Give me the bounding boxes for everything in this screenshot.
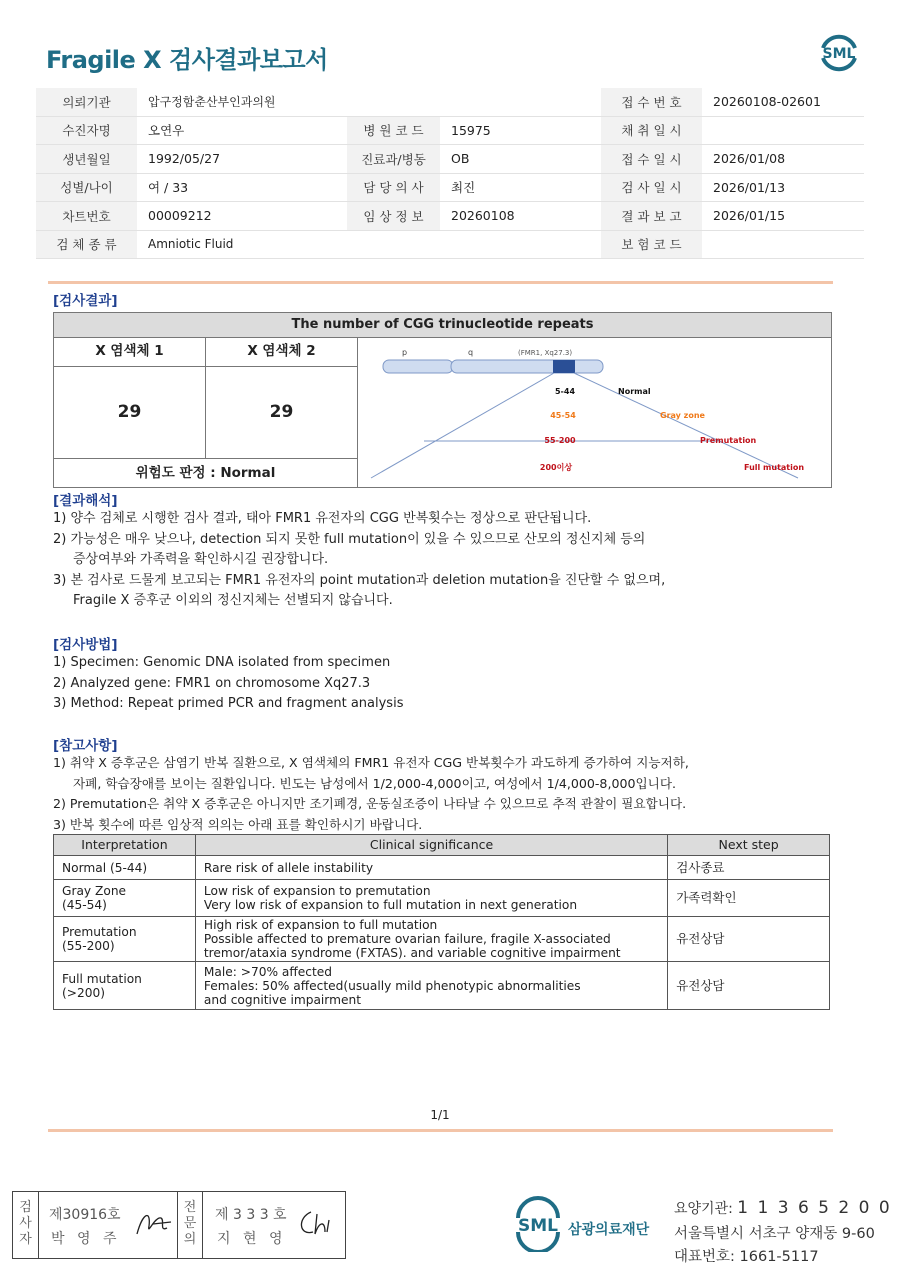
report-date-label: 결 과 보 고 <box>601 202 702 231</box>
interp-cell-next-step: 유전상담 <box>668 962 830 1010</box>
fmr1-locus <box>553 360 575 373</box>
specialist-title: 전 문 의 <box>177 1192 203 1258</box>
patient-value: 오연우 <box>137 116 347 145</box>
interp-cell-next-step: 유전상담 <box>668 917 830 962</box>
receipt-no-value: 20260108-02601 <box>702 88 864 116</box>
patient-info-table <box>36 88 864 259</box>
foundation-logo <box>510 1196 566 1252</box>
level-name: Gray zone <box>660 411 705 420</box>
sex-age-value: 여 / 33 <box>137 173 347 202</box>
interp-cell-significance: Rare risk of allele instability <box>195 856 667 880</box>
sml-logo <box>815 28 863 76</box>
result-box <box>53 312 832 488</box>
institution-value: 압구정함춘산부인과의원 <box>137 88 601 116</box>
chart-no-value: 00009212 <box>137 202 347 231</box>
hospital-code-label: 병 원 코 드 <box>347 116 440 145</box>
birth-value: 1992/05/27 <box>137 145 347 174</box>
foundation-logo-text: SML <box>518 1216 558 1236</box>
x1-label: X 염색체 1 <box>95 343 164 359</box>
x2-value: 29 <box>269 402 294 422</box>
chromosome-q-arm <box>451 360 603 373</box>
hospital-code-value: 15975 <box>440 116 601 145</box>
level-range: 55-200 <box>544 436 576 445</box>
notes-line: 3) 반복 횟수에 따른 임상적 의의는 아래 표를 확인하시기 바랍니다. <box>53 816 423 832</box>
method-line: 2) Analyzed gene: FMR1 on chromosome Xq27.3 <box>53 675 371 691</box>
top-divider <box>48 281 833 284</box>
examiner-name: 박 영 주 <box>51 1231 121 1247</box>
locus-label: (FMR1, Xq27.3) <box>518 349 573 357</box>
clinical-value: 20260108 <box>440 202 601 231</box>
report-date-value: 2026/01/15 <box>702 202 864 231</box>
result-table-title: The number of CGG trinucleotide repeats <box>54 313 831 338</box>
interp-row <box>54 962 830 1010</box>
foundation-name: 삼광의료재단 <box>568 1222 650 1238</box>
interpretation-line: 3) 본 검사로 드물게 보고되는 FMR1 유전자의 point mutation과 deletion mutation을 진단할 수 없으며, <box>53 572 666 588</box>
page-number: 1/1 <box>430 1108 450 1122</box>
interp-cell-next-step: 검사종료 <box>668 856 830 880</box>
fan-line-left <box>371 373 554 478</box>
doctor-value: 최진 <box>440 173 601 202</box>
level-range: 5-44 <box>554 387 576 396</box>
interp-cell-significance: High risk of expansion to full mutation Possible affected to premature ovarian failure, fragile X-associated tremor/ataxia syndrome (FXTAS). and variable cognitive impairment <box>195 917 667 962</box>
notes-line: 2) Premutation은 취약 X 증후군은 아니지만 조기폐경, 운동실조증이 나타날 수 있으므로 추적 관찰이 필요합니다. <box>53 796 687 811</box>
receipt-no-label: 접 수 번 호 <box>601 88 702 116</box>
phone <box>674 1245 819 1266</box>
interpretation-line: Fragile X 증후군 이외의 정신지체는 선별되지 않습니다. <box>73 593 393 608</box>
phone-label: 대표번호: <box>674 1249 735 1265</box>
collect-date-value <box>702 116 864 145</box>
sml-logo-text: SML <box>822 46 856 62</box>
examiner-no: 제30916호 <box>49 1207 121 1223</box>
interp-row <box>54 880 830 917</box>
interp-cell-significance: Low risk of expansion to premutation Very low risk of expansion to full mutation in next generation <box>195 880 667 917</box>
interpretation-section-title: [결과해석] <box>53 493 118 509</box>
level-name: Full mutation <box>744 463 805 472</box>
method-section-title: [검사방법] <box>53 637 118 653</box>
interp-cell-significance: Male: >70% affected Females: 50% affected(usually mild phenotypic abnormalities and cognitive impairment <box>195 962 667 1010</box>
doctor-label: 담 당 의 사 <box>347 173 440 202</box>
care-institution <box>674 1198 892 1218</box>
clinical-label: 임 상 정 보 <box>347 202 440 231</box>
q-label: q <box>468 348 474 357</box>
header-interpretation: Interpretation <box>54 835 196 856</box>
receipt-date-label: 접 수 일 시 <box>601 145 702 174</box>
header-clinical-significance: Clinical significance <box>195 835 667 856</box>
specialist-name: 지 현 영 <box>217 1231 287 1247</box>
examiner-title: 검 사 자 <box>13 1192 39 1258</box>
institution-label: 의뢰기관 <box>36 88 137 116</box>
risk-judgement: 위험도 판정 : Normal <box>135 465 276 481</box>
care-no: 1 1 3 6 5 2 0 0 <box>737 1198 892 1218</box>
interp-row <box>54 917 830 962</box>
method-line: 3) Method: Repeat primed PCR and fragment analysis <box>53 696 404 711</box>
p-label: p <box>402 348 408 357</box>
level-name: Normal <box>618 387 651 396</box>
insurance-value <box>702 230 864 259</box>
phone-number: 1661-5117 <box>739 1249 819 1265</box>
chromosome-p-arm <box>383 360 453 373</box>
level-range: 200이상 <box>539 463 573 472</box>
signature-box <box>12 1191 346 1259</box>
interp-cell-range: Gray Zone (45-54) <box>54 880 196 917</box>
interp-cell-range: Full mutation (>200) <box>54 962 196 1010</box>
result-section-title: [검사결과] <box>53 293 118 309</box>
specimen-value: Amniotic Fluid <box>137 230 601 259</box>
bottom-divider <box>48 1129 833 1132</box>
level-name: Premutation <box>700 436 757 445</box>
collect-date-label: 채 취 일 시 <box>601 116 702 145</box>
x1-value: 29 <box>117 402 142 422</box>
interp-row <box>54 856 830 880</box>
interp-cell-range: Normal (5-44) <box>54 856 196 880</box>
patient-label: 수진자명 <box>36 116 137 145</box>
level-range: 45-54 <box>550 411 576 420</box>
method-line: 1) Specimen: Genomic DNA isolated from specimen <box>53 655 391 670</box>
care-no-label: 요양기관: <box>674 1201 733 1217</box>
specialist-signature <box>295 1206 339 1240</box>
interpretation-text <box>53 509 665 612</box>
notes-line: 1) 취약 X 증후군은 삼염기 반복 질환으로, X 염색체의 FMR1 유전자 CGG 반복횟수가 과도하게 증가하여 지능저하, <box>53 755 689 770</box>
test-date-label: 검 사 일 시 <box>601 173 702 202</box>
dept-label: 진료과/병동 <box>347 145 440 174</box>
report-title: Fragile X 검사결과보고서 <box>46 46 328 74</box>
test-date-value: 2026/01/13 <box>702 173 864 202</box>
interpretation-line: 1) 양수 검체로 시행한 검사 결과, 태아 FMR1 유전자의 CGG 반복횟수는 정상으로 판단됩니다. <box>53 511 592 526</box>
specialist-no: 제 3 3 3 호 <box>215 1207 287 1223</box>
sex-age-label: 성별/나이 <box>36 173 137 202</box>
examiner-signature <box>133 1206 175 1240</box>
receipt-date-value: 2026/01/08 <box>702 145 864 174</box>
specimen-label: 검 체 종 류 <box>36 230 137 259</box>
interp-cell-next-step: 가족력확인 <box>668 880 830 917</box>
interpretation-line: 2) 가능성은 매우 낮으나, detection 되지 못한 full mutation이 있을 수 있으므로 산모의 정신지체 등의 <box>53 531 646 547</box>
insurance-label: 보 험 코 드 <box>601 230 702 259</box>
notes-line: 자폐, 학습장애를 보이는 질환입니다. 빈도는 남성에서 1/2,000-4,000이고, 여성에서 1/4,000-8,000입니다. <box>73 775 676 791</box>
interpretation-line: 증상여부와 가족력을 확인하시길 권장합니다. <box>73 552 329 567</box>
method-text <box>53 653 403 715</box>
chart-no-label: 차트번호 <box>36 202 137 231</box>
birth-label: 생년월일 <box>36 145 137 174</box>
notes-section-title: [참고사항] <box>53 738 118 754</box>
dept-value: OB <box>440 145 601 174</box>
x2-label: X 염색체 2 <box>247 343 316 359</box>
address: 서울특별시 서초구 양재동 9-60 <box>674 1226 875 1242</box>
interp-cell-range: Premutation (55-200) <box>54 917 196 962</box>
notes-text <box>53 753 689 835</box>
fmr1-diagram <box>358 338 830 486</box>
interpretation-table <box>53 834 830 1010</box>
header-next-step: Next step <box>668 835 830 856</box>
diagram-levels <box>540 387 804 472</box>
